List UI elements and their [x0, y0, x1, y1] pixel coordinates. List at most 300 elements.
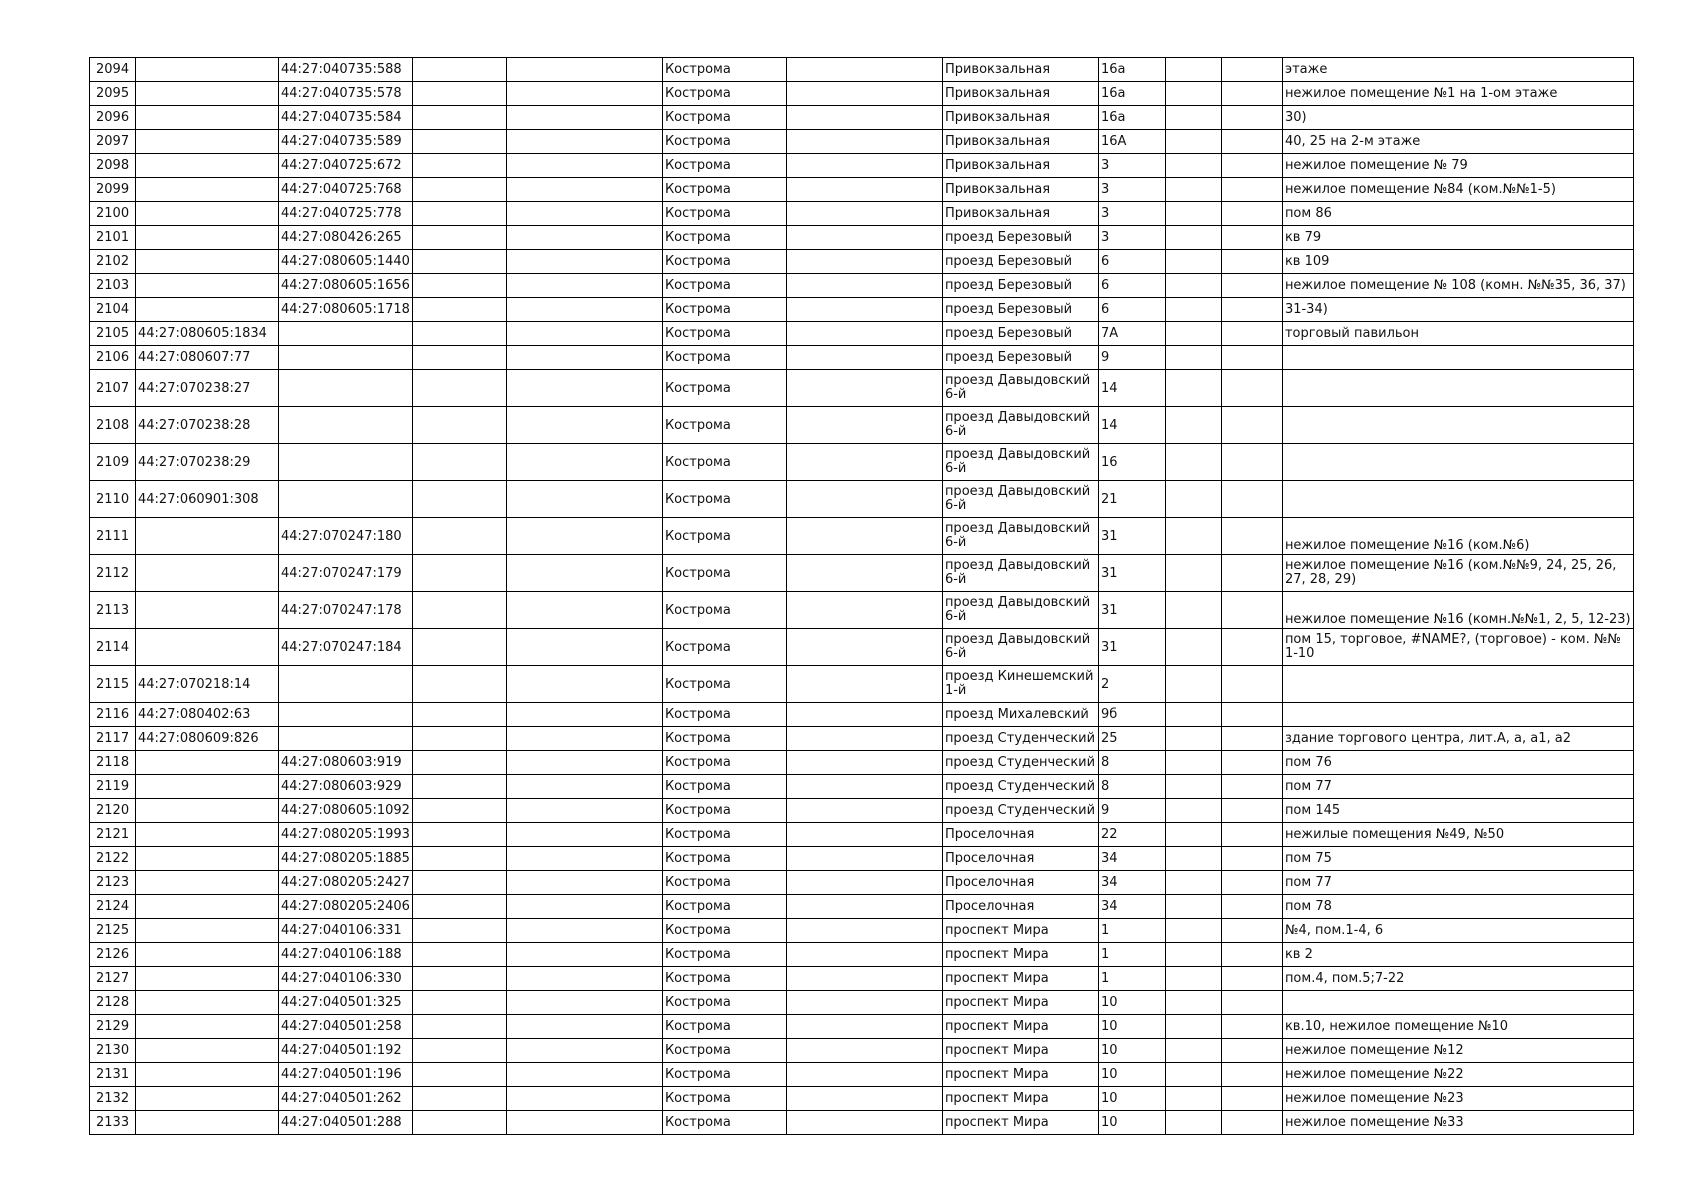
- cell-premises-description: [1282, 444, 1633, 481]
- cell-city: Кострома: [662, 154, 786, 178]
- cell-premises-description: нежилое помещение №84 (ком.№№1-5): [1282, 178, 1633, 202]
- cell-city: Кострома: [662, 106, 786, 130]
- cell-city: Кострома: [662, 407, 786, 444]
- cell-empty: [1165, 703, 1221, 727]
- cell-empty: [412, 346, 506, 370]
- cell-empty: [412, 666, 506, 703]
- cell-premises-description: [1282, 666, 1633, 703]
- cell-street: проспект Мира: [942, 919, 1098, 943]
- cell-premises-description: [1282, 991, 1633, 1015]
- cell-house-number: 1: [1098, 943, 1165, 967]
- cell-city: Кострома: [662, 847, 786, 871]
- cell-street: Привокзальная: [942, 58, 1098, 82]
- cell-empty: [1221, 1039, 1282, 1063]
- cell-city: Кострома: [662, 1111, 786, 1135]
- cell-city: Кострома: [662, 703, 786, 727]
- cell-empty: [412, 298, 506, 322]
- cell-empty: [786, 274, 942, 298]
- cell-empty: [1221, 82, 1282, 106]
- cell-empty: [412, 823, 506, 847]
- cell-empty: [1221, 58, 1282, 82]
- cell-city: Кострома: [662, 250, 786, 274]
- table-row: [90, 919, 1634, 943]
- cell-empty: [506, 871, 662, 895]
- cell-empty: [1221, 130, 1282, 154]
- cell-street: Привокзальная: [942, 154, 1098, 178]
- table-row: [90, 346, 1634, 370]
- cell-empty: [506, 703, 662, 727]
- cell-street: Привокзальная: [942, 178, 1098, 202]
- cell-empty: [1221, 154, 1282, 178]
- cell-cadastral-number: 44:27:080205:2406: [279, 895, 413, 919]
- cell-cadastral-number: 44:27:040725:768: [279, 178, 413, 202]
- cell-land-cadastral-number: [136, 943, 279, 967]
- cell-street: проезд Давыдовский 6-й: [942, 555, 1098, 592]
- cell-premises-description: нежилое помещение № 108 (комн. №№35, 36, 37): [1282, 274, 1633, 298]
- cell-row-number: 2128: [90, 991, 136, 1015]
- cell-house-number: 9: [1098, 346, 1165, 370]
- cell-premises-description: [1282, 346, 1633, 370]
- cell-empty: [1165, 943, 1221, 967]
- cell-row-number: 2108: [90, 407, 136, 444]
- cell-row-number: 2109: [90, 444, 136, 481]
- cell-premises-description: здание торгового центра, лит.А, а, а1, а2: [1282, 727, 1633, 751]
- cell-premises-description: [1282, 370, 1633, 407]
- cell-premises-description: нежилое помещение №16 (комн.№№1, 2, 5, 12-23): [1282, 592, 1633, 629]
- cell-house-number: 8: [1098, 775, 1165, 799]
- cell-premises-description: кв.10, нежилое помещение №10: [1282, 1015, 1633, 1039]
- cell-premises-description: пом 76: [1282, 751, 1633, 775]
- cell-empty: [412, 629, 506, 666]
- cell-empty: [786, 847, 942, 871]
- cell-empty: [506, 775, 662, 799]
- cell-row-number: 2123: [90, 871, 136, 895]
- cell-premises-description: кв 109: [1282, 250, 1633, 274]
- cell-empty: [786, 481, 942, 518]
- cell-row-number: 2121: [90, 823, 136, 847]
- cell-house-number: 25: [1098, 727, 1165, 751]
- table-row: [90, 871, 1634, 895]
- cell-cadastral-number: 44:27:070247:184: [279, 629, 413, 666]
- cell-row-number: 2098: [90, 154, 136, 178]
- cell-house-number: 6: [1098, 298, 1165, 322]
- cell-empty: [412, 481, 506, 518]
- table-row: [90, 751, 1634, 775]
- cell-empty: [1165, 322, 1221, 346]
- cell-row-number: 2100: [90, 202, 136, 226]
- cell-land-cadastral-number: [136, 967, 279, 991]
- cell-house-number: 10: [1098, 991, 1165, 1015]
- cell-cadastral-number: 44:27:080205:1885: [279, 847, 413, 871]
- cell-empty: [1165, 58, 1221, 82]
- cell-premises-description: пом 15, торговое, #NAME?, (торговое) - ком. №№ 1-10: [1282, 629, 1633, 666]
- cell-empty: [786, 943, 942, 967]
- table-row: [90, 250, 1634, 274]
- cell-empty: [1221, 444, 1282, 481]
- cell-cadastral-number: 44:27:070247:178: [279, 592, 413, 629]
- table-row: [90, 1063, 1634, 1087]
- cell-empty: [786, 346, 942, 370]
- cell-house-number: 34: [1098, 895, 1165, 919]
- cell-empty: [1221, 274, 1282, 298]
- cell-premises-description: этаже: [1282, 58, 1633, 82]
- cell-row-number: 2132: [90, 1087, 136, 1111]
- cell-land-cadastral-number: [136, 178, 279, 202]
- cell-empty: [1165, 82, 1221, 106]
- cell-empty: [786, 799, 942, 823]
- cell-city: Кострома: [662, 629, 786, 666]
- cell-empty: [786, 58, 942, 82]
- cell-cadastral-number: [279, 666, 413, 703]
- cell-street: проезд Давыдовский 6-й: [942, 518, 1098, 555]
- cell-cadastral-number: 44:27:040735:584: [279, 106, 413, 130]
- table-row: [90, 943, 1634, 967]
- cell-empty: [786, 592, 942, 629]
- cell-empty: [412, 727, 506, 751]
- cell-row-number: 2130: [90, 1039, 136, 1063]
- cell-empty: [1165, 370, 1221, 407]
- cell-row-number: 2094: [90, 58, 136, 82]
- cell-empty: [786, 919, 942, 943]
- cell-empty: [412, 130, 506, 154]
- cell-premises-description: 40, 25 на 2-м этаже: [1282, 130, 1633, 154]
- cell-premises-description: нежилые помещения №49, №50: [1282, 823, 1633, 847]
- table-row: [90, 1087, 1634, 1111]
- cell-empty: [1221, 751, 1282, 775]
- cell-cadastral-number: 44:27:080603:929: [279, 775, 413, 799]
- cell-house-number: 9б: [1098, 703, 1165, 727]
- cell-premises-description: 30): [1282, 106, 1633, 130]
- cell-empty: [786, 298, 942, 322]
- cell-empty: [1221, 481, 1282, 518]
- cell-empty: [1221, 967, 1282, 991]
- cell-land-cadastral-number: [136, 919, 279, 943]
- table-row: [90, 847, 1634, 871]
- cell-row-number: 2096: [90, 106, 136, 130]
- cell-city: Кострома: [662, 82, 786, 106]
- cell-empty: [1221, 727, 1282, 751]
- cell-cadastral-number: [279, 370, 413, 407]
- cell-empty: [786, 666, 942, 703]
- cell-city: Кострома: [662, 202, 786, 226]
- cell-street: Привокзальная: [942, 82, 1098, 106]
- cell-empty: [412, 1111, 506, 1135]
- cell-row-number: 2118: [90, 751, 136, 775]
- cell-empty: [412, 555, 506, 592]
- cell-street: проезд Березовый: [942, 226, 1098, 250]
- cell-empty: [412, 967, 506, 991]
- cell-empty: [1221, 298, 1282, 322]
- table-row: [90, 178, 1634, 202]
- cell-empty: [1165, 871, 1221, 895]
- cell-empty: [1165, 250, 1221, 274]
- cell-city: Кострома: [662, 666, 786, 703]
- cell-cadastral-number: 44:27:080605:1718: [279, 298, 413, 322]
- cell-city: Кострома: [662, 823, 786, 847]
- cell-land-cadastral-number: [136, 823, 279, 847]
- cell-empty: [412, 202, 506, 226]
- cell-empty: [1221, 703, 1282, 727]
- cell-empty: [1165, 1111, 1221, 1135]
- cell-land-cadastral-number: 44:27:070238:29: [136, 444, 279, 481]
- cell-empty: [1221, 1111, 1282, 1135]
- cell-street: Проселочная: [942, 847, 1098, 871]
- cell-empty: [786, 823, 942, 847]
- cell-empty: [786, 407, 942, 444]
- cell-empty: [1221, 871, 1282, 895]
- cell-street: проезд Давыдовский 6-й: [942, 444, 1098, 481]
- cell-empty: [786, 106, 942, 130]
- cell-empty: [786, 871, 942, 895]
- cell-street: проезд Студенческий: [942, 799, 1098, 823]
- cell-land-cadastral-number: 44:27:070238:27: [136, 370, 279, 407]
- cell-empty: [506, 407, 662, 444]
- cell-city: Кострома: [662, 751, 786, 775]
- cell-empty: [506, 130, 662, 154]
- cell-empty: [1221, 370, 1282, 407]
- cell-empty: [786, 226, 942, 250]
- cell-empty: [1165, 991, 1221, 1015]
- cell-land-cadastral-number: [136, 871, 279, 895]
- cell-empty: [412, 322, 506, 346]
- cell-empty: [786, 1015, 942, 1039]
- cell-empty: [412, 919, 506, 943]
- cell-row-number: 2126: [90, 943, 136, 967]
- cell-city: Кострома: [662, 895, 786, 919]
- cell-empty: [786, 775, 942, 799]
- cell-cadastral-number: 44:27:070247:179: [279, 555, 413, 592]
- table-row: [90, 823, 1634, 847]
- cell-house-number: 2: [1098, 666, 1165, 703]
- cell-empty: [1221, 1015, 1282, 1039]
- cell-empty: [1165, 727, 1221, 751]
- table-row: [90, 1039, 1634, 1063]
- cell-land-cadastral-number: [136, 629, 279, 666]
- cell-city: Кострома: [662, 555, 786, 592]
- cell-city: Кострома: [662, 226, 786, 250]
- cell-land-cadastral-number: [136, 250, 279, 274]
- cell-empty: [1165, 444, 1221, 481]
- cell-land-cadastral-number: [136, 895, 279, 919]
- cell-cadastral-number: [279, 407, 413, 444]
- cell-empty: [506, 666, 662, 703]
- cell-empty: [1221, 250, 1282, 274]
- cell-empty: [506, 154, 662, 178]
- cell-row-number: 2131: [90, 1063, 136, 1087]
- cell-empty: [412, 274, 506, 298]
- cell-street: проезд Студенческий: [942, 727, 1098, 751]
- cell-street: проезд Давыдовский 6-й: [942, 592, 1098, 629]
- cell-empty: [506, 727, 662, 751]
- cell-land-cadastral-number: [136, 298, 279, 322]
- cell-cadastral-number: 44:27:080605:1092: [279, 799, 413, 823]
- cell-empty: [1221, 799, 1282, 823]
- table-row: [90, 775, 1634, 799]
- table-row: [90, 629, 1634, 666]
- cell-empty: [786, 130, 942, 154]
- cell-empty: [1165, 202, 1221, 226]
- table-row: [90, 407, 1634, 444]
- cell-row-number: 2103: [90, 274, 136, 298]
- cell-premises-description: нежилое помещение №12: [1282, 1039, 1633, 1063]
- cell-premises-description: пом 78: [1282, 895, 1633, 919]
- cell-house-number: 31: [1098, 629, 1165, 666]
- cell-city: Кострома: [662, 322, 786, 346]
- cell-empty: [786, 202, 942, 226]
- cell-empty: [506, 847, 662, 871]
- cell-house-number: 16а: [1098, 58, 1165, 82]
- cell-empty: [1165, 154, 1221, 178]
- cell-street: проспект Мира: [942, 943, 1098, 967]
- cell-empty: [506, 58, 662, 82]
- cell-empty: [1221, 1087, 1282, 1111]
- cell-house-number: 31: [1098, 592, 1165, 629]
- cell-street: проезд Студенческий: [942, 751, 1098, 775]
- table-row: [90, 298, 1634, 322]
- cell-empty: [1221, 823, 1282, 847]
- cell-row-number: 2095: [90, 82, 136, 106]
- cell-empty: [412, 943, 506, 967]
- cell-land-cadastral-number: 44:27:080605:1834: [136, 322, 279, 346]
- cell-empty: [506, 178, 662, 202]
- cell-empty: [1165, 1015, 1221, 1039]
- cell-empty: [1221, 919, 1282, 943]
- cell-cadastral-number: [279, 346, 413, 370]
- cell-city: Кострома: [662, 1087, 786, 1111]
- cell-empty: [506, 444, 662, 481]
- cell-city: Кострома: [662, 58, 786, 82]
- cell-premises-description: нежилое помещение № 79: [1282, 154, 1633, 178]
- cell-empty: [412, 106, 506, 130]
- cell-empty: [786, 751, 942, 775]
- cell-empty: [1165, 629, 1221, 666]
- cell-city: Кострома: [662, 130, 786, 154]
- cell-cadastral-number: 44:27:080605:1656: [279, 274, 413, 298]
- cell-city: Кострома: [662, 1015, 786, 1039]
- cell-land-cadastral-number: [136, 82, 279, 106]
- cell-city: Кострома: [662, 346, 786, 370]
- cell-street: Проселочная: [942, 871, 1098, 895]
- cell-empty: [412, 154, 506, 178]
- cell-empty: [786, 322, 942, 346]
- cell-empty: [506, 322, 662, 346]
- cell-cadastral-number: 44:27:040106:188: [279, 943, 413, 967]
- cell-row-number: 2112: [90, 555, 136, 592]
- table-row: [90, 555, 1634, 592]
- cell-empty: [1221, 592, 1282, 629]
- cell-house-number: 21: [1098, 481, 1165, 518]
- cell-empty: [1221, 407, 1282, 444]
- cell-land-cadastral-number: [136, 1015, 279, 1039]
- cell-city: Кострома: [662, 871, 786, 895]
- cell-city: Кострома: [662, 298, 786, 322]
- cell-house-number: 10: [1098, 1111, 1165, 1135]
- cell-empty: [1221, 518, 1282, 555]
- cell-row-number: 2133: [90, 1111, 136, 1135]
- cell-city: Кострома: [662, 178, 786, 202]
- cell-row-number: 2129: [90, 1015, 136, 1039]
- cell-empty: [506, 799, 662, 823]
- cell-land-cadastral-number: [136, 555, 279, 592]
- cell-empty: [412, 518, 506, 555]
- cell-street: проспект Мира: [942, 1015, 1098, 1039]
- cell-cadastral-number: [279, 703, 413, 727]
- table-row: [90, 154, 1634, 178]
- cell-premises-description: нежилое помещение №1 на 1-ом этаже: [1282, 82, 1633, 106]
- cell-land-cadastral-number: [136, 751, 279, 775]
- cell-premises-description: нежилое помещение №16 (ком.№№9, 24, 25, 26, 27, 28, 29): [1282, 555, 1633, 592]
- cell-land-cadastral-number: 44:27:060901:308: [136, 481, 279, 518]
- cell-house-number: 6: [1098, 250, 1165, 274]
- table-row: [90, 58, 1634, 82]
- cell-empty: [1165, 1039, 1221, 1063]
- cell-empty: [786, 444, 942, 481]
- cell-house-number: 3: [1098, 202, 1165, 226]
- cell-house-number: 7А: [1098, 322, 1165, 346]
- cell-street: проспект Мира: [942, 1039, 1098, 1063]
- cell-empty: [1221, 226, 1282, 250]
- cell-empty: [1221, 991, 1282, 1015]
- cell-empty: [506, 298, 662, 322]
- cell-empty: [786, 1087, 942, 1111]
- cell-empty: [786, 1039, 942, 1063]
- cell-empty: [412, 1063, 506, 1087]
- cell-empty: [1165, 967, 1221, 991]
- cell-street: Проселочная: [942, 895, 1098, 919]
- cell-empty: [506, 943, 662, 967]
- cell-empty: [506, 1063, 662, 1087]
- cell-empty: [506, 82, 662, 106]
- table-row: [90, 703, 1634, 727]
- cell-row-number: 2122: [90, 847, 136, 871]
- cell-empty: [412, 226, 506, 250]
- cell-row-number: 2113: [90, 592, 136, 629]
- cell-empty: [1165, 666, 1221, 703]
- cell-empty: [786, 82, 942, 106]
- cell-house-number: 3: [1098, 154, 1165, 178]
- cell-house-number: 14: [1098, 407, 1165, 444]
- cell-empty: [786, 250, 942, 274]
- cell-cadastral-number: 44:27:040106:330: [279, 967, 413, 991]
- cell-house-number: 10: [1098, 1063, 1165, 1087]
- cell-land-cadastral-number: [136, 1063, 279, 1087]
- cell-cadastral-number: 44:27:080605:1440: [279, 250, 413, 274]
- table-row: [90, 481, 1634, 518]
- table-body: [90, 58, 1634, 1135]
- cell-city: Кострома: [662, 481, 786, 518]
- cell-empty: [506, 250, 662, 274]
- table-row: [90, 130, 1634, 154]
- cell-row-number: 2102: [90, 250, 136, 274]
- cell-land-cadastral-number: [136, 202, 279, 226]
- cell-cadastral-number: 44:27:040735:589: [279, 130, 413, 154]
- cell-row-number: 2119: [90, 775, 136, 799]
- cell-city: Кострома: [662, 967, 786, 991]
- cell-street: проспект Мира: [942, 1087, 1098, 1111]
- cell-empty: [412, 895, 506, 919]
- cell-empty: [1165, 298, 1221, 322]
- cell-empty: [412, 1039, 506, 1063]
- cell-empty: [1165, 919, 1221, 943]
- cell-house-number: 14: [1098, 370, 1165, 407]
- cell-street: Привокзальная: [942, 130, 1098, 154]
- cell-empty: [1221, 629, 1282, 666]
- table-row: [90, 518, 1634, 555]
- cell-cadastral-number: [279, 444, 413, 481]
- cell-row-number: 2125: [90, 919, 136, 943]
- cell-empty: [412, 444, 506, 481]
- cell-row-number: 2110: [90, 481, 136, 518]
